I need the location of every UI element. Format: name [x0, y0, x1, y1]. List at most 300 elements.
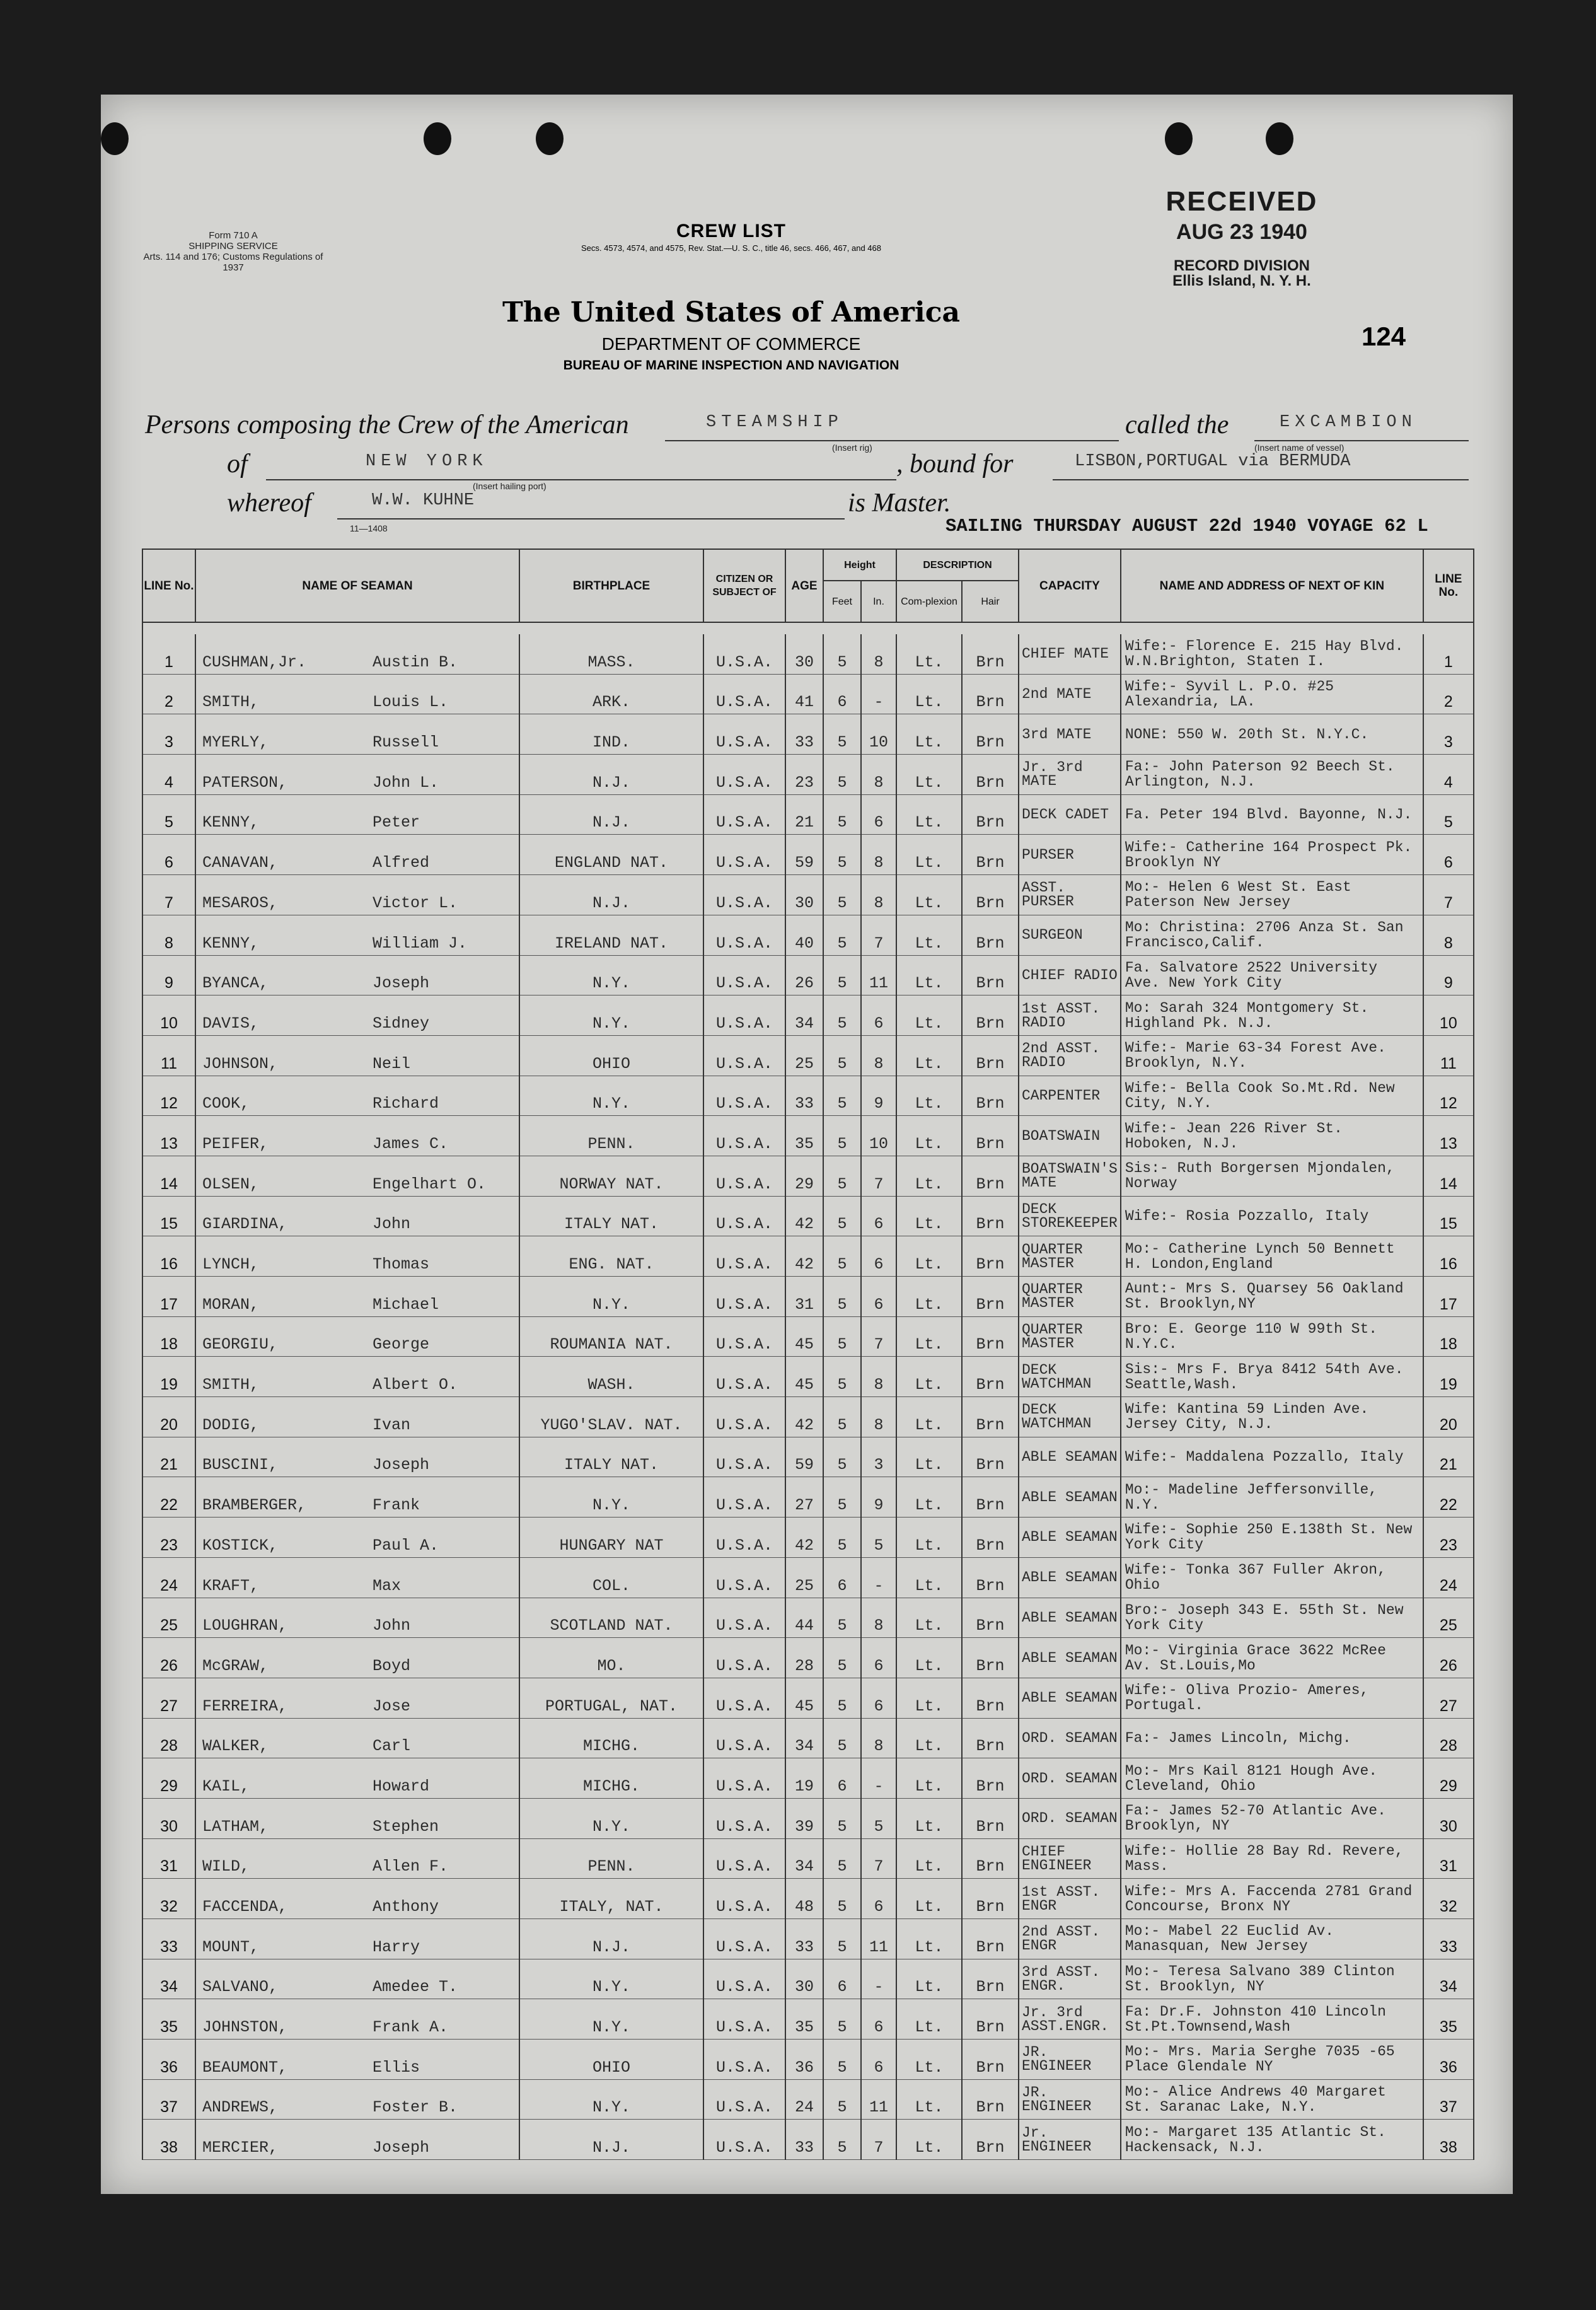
complexion: Lt. [896, 1357, 962, 1397]
given-name: John [373, 1215, 411, 1234]
complexion: Lt. [896, 835, 962, 875]
capacity: ABLE SEAMAN [1019, 1598, 1121, 1638]
capacity: CARPENTER [1019, 1076, 1121, 1116]
crew-table [142, 548, 1474, 2160]
complexion: Lt. [896, 634, 962, 674]
height-feet: 5 [823, 955, 861, 995]
line-no: 17 [142, 1277, 195, 1317]
birthplace: PENN. [519, 1838, 703, 1879]
surname: GIARDINA, [202, 1215, 288, 1234]
seaman-name [195, 1076, 519, 1116]
table-row [142, 1678, 1474, 1718]
line-no-right: 32 [1423, 1879, 1474, 1919]
table-row [142, 1999, 1474, 2040]
citizenship: U.S.A. [703, 1638, 785, 1678]
seaman-name [195, 1718, 519, 1758]
surname: MOUNT, [202, 1937, 260, 1956]
surname: LOUGHRAN, [202, 1616, 288, 1635]
given-name: Joseph [373, 2139, 430, 2157]
seaman-name [195, 1156, 519, 1196]
line-no-right: 22 [1423, 1477, 1474, 1518]
complexion: Lt. [896, 1758, 962, 1799]
height-inches: 6 [861, 1678, 896, 1718]
table-row [142, 794, 1474, 835]
surname: MESAROS, [202, 893, 279, 912]
seaman-name [195, 2040, 519, 2080]
height-inches: 11 [861, 1919, 896, 1959]
surname: LATHAM, [202, 1817, 269, 1836]
next-of-kin: Fa:- James 52-70 Atlantic Ave. Brooklyn, NY [1121, 1798, 1423, 1838]
capacity: CHIEF ENGINEER [1019, 1838, 1121, 1879]
height-inches: 6 [861, 1999, 896, 2040]
hair: Brn [962, 835, 1019, 875]
height-feet: 6 [823, 674, 861, 714]
form-number: Form 710 A [209, 230, 258, 241]
height-inches: - [861, 674, 896, 714]
table-row [142, 1196, 1474, 1236]
complexion: Lt. [896, 1437, 962, 1477]
table-row [142, 714, 1474, 755]
crew-table-wrap [142, 548, 1474, 2160]
birthplace: ENG. NAT. [519, 1236, 703, 1277]
complexion: Lt. [896, 755, 962, 795]
stamp-received: RECEIVED [1165, 186, 1318, 217]
complexion: Lt. [896, 995, 962, 1036]
birthplace: N.J. [519, 794, 703, 835]
line-no: 37 [142, 2079, 195, 2120]
hair: Brn [962, 714, 1019, 755]
given-name: Paul A. [373, 1536, 439, 1555]
age: 48 [785, 1879, 823, 1919]
seaman-name [195, 1518, 519, 1558]
given-name: George [373, 1335, 430, 1354]
height-feet: 5 [823, 1357, 861, 1397]
birthplace: IND. [519, 714, 703, 755]
hair: Brn [962, 1397, 1019, 1437]
line-no: 29 [142, 1758, 195, 1799]
age: 44 [785, 1598, 823, 1638]
hair: Brn [962, 794, 1019, 835]
line-no-right: 28 [1423, 1718, 1474, 1758]
table-row [142, 1959, 1474, 1999]
line-no-right: 11 [1423, 1035, 1474, 1076]
capacity: Jr. 3rd ASST.ENGR. [1019, 1999, 1121, 2040]
height-feet: 5 [823, 1277, 861, 1317]
seaman-name [195, 1236, 519, 1277]
seaman-name [195, 634, 519, 674]
header-capacity: CAPACITY [1019, 549, 1121, 622]
height-feet: 5 [823, 1196, 861, 1236]
seaman-name [195, 1557, 519, 1598]
surname: BEAUMONT, [202, 2058, 288, 2077]
line-no: 33 [142, 1919, 195, 1959]
complexion: Lt. [896, 875, 962, 915]
height-inches: 8 [861, 755, 896, 795]
line-no-right: 5 [1423, 794, 1474, 835]
table-row [142, 1598, 1474, 1638]
seaman-name [195, 875, 519, 915]
hair: Brn [962, 1477, 1019, 1518]
document-title: CREW LIST [676, 221, 786, 241]
line-no-right: 33 [1423, 1919, 1474, 1959]
next-of-kin: Bro:- Joseph 343 E. 55th St. New York City [1121, 1598, 1423, 1638]
hair: Brn [962, 1557, 1019, 1598]
height-feet: 5 [823, 1798, 861, 1838]
height-inches: 6 [861, 1638, 896, 1678]
next-of-kin: Mo:- Helen 6 West St. East Paterson New Jersey [1121, 875, 1423, 915]
citizenship: U.S.A. [703, 955, 785, 995]
seaman-name [195, 1758, 519, 1799]
line-no: 5 [142, 794, 195, 835]
rig-hint: (Insert rig) [832, 443, 872, 453]
age: 45 [785, 1316, 823, 1357]
next-of-kin: Mo:- Madeline Jeffersonville, N.Y. [1121, 1477, 1423, 1518]
surname: DODIG, [202, 1415, 260, 1434]
given-name: Michael [373, 1295, 439, 1314]
complexion: Lt. [896, 1076, 962, 1116]
birthplace: IRELAND NAT. [519, 915, 703, 955]
height-inches: 6 [861, 794, 896, 835]
next-of-kin: Mo: Sarah 324 Montgomery St. Highland Pk. N.J. [1121, 995, 1423, 1036]
seaman-name [195, 1316, 519, 1357]
birthplace: SCOTLAND NAT. [519, 1598, 703, 1638]
given-name: Boyd [373, 1656, 411, 1675]
height-inches: 8 [861, 835, 896, 875]
complexion: Lt. [896, 1798, 962, 1838]
hair: Brn [962, 1277, 1019, 1317]
capacity: ABLE SEAMAN [1019, 1638, 1121, 1678]
next-of-kin: Sis:- Mrs F. Brya 8412 54th Ave. Seattle,Wash. [1121, 1357, 1423, 1397]
table-row [142, 1758, 1474, 1799]
height-feet: 5 [823, 1518, 861, 1558]
age: 59 [785, 835, 823, 875]
height-inches: 7 [861, 2120, 896, 2160]
capacity: ORD. SEAMAN [1019, 1798, 1121, 1838]
height-feet: 6 [823, 1758, 861, 1799]
next-of-kin: Wife:- Rosia Pozzallo, Italy [1121, 1196, 1423, 1236]
complexion: Lt. [896, 1638, 962, 1678]
line-no: 38 [142, 2120, 195, 2160]
header-inches: In. [861, 581, 896, 622]
complexion: Lt. [896, 1156, 962, 1196]
height-inches: 8 [861, 1035, 896, 1076]
age: 34 [785, 1718, 823, 1758]
hair: Brn [962, 1035, 1019, 1076]
height-inches: - [861, 1758, 896, 1799]
line-no: 31 [142, 1838, 195, 1879]
next-of-kin: Wife:- Tonka 367 Fuller Akron, Ohio [1121, 1557, 1423, 1598]
given-name: John L. [373, 773, 439, 792]
form-number-block [139, 230, 328, 273]
table-row [142, 1277, 1474, 1317]
line-no-right: 14 [1423, 1156, 1474, 1196]
height-feet: 5 [823, 1879, 861, 1919]
table-row [142, 1397, 1474, 1437]
complexion: Lt. [896, 2079, 962, 2120]
hair: Brn [962, 1718, 1019, 1758]
height-inches: 6 [861, 1879, 896, 1919]
height-inches: 3 [861, 1437, 896, 1477]
surname: MERCIER, [202, 2139, 279, 2157]
seaman-name [195, 1838, 519, 1879]
header-spacer [142, 622, 1474, 634]
complexion: Lt. [896, 1196, 962, 1236]
table-row [142, 1357, 1474, 1397]
age: 35 [785, 1116, 823, 1156]
punch-hole [1165, 122, 1193, 155]
capacity: 2nd MATE [1019, 674, 1121, 714]
next-of-kin: Wife:- Mrs A. Faccenda 2781 Grand Concourse, Bronx NY [1121, 1879, 1423, 1919]
complexion: Lt. [896, 714, 962, 755]
punch-hole [424, 122, 451, 155]
complexion: Lt. [896, 794, 962, 835]
complexion: Lt. [896, 2120, 962, 2160]
height-feet: 5 [823, 1678, 861, 1718]
birthplace: ITALY NAT. [519, 1437, 703, 1477]
birthplace: ITALY NAT. [519, 1196, 703, 1236]
table-row [142, 1477, 1474, 1518]
height-feet: 5 [823, 1598, 861, 1638]
capacity: Jr. 3rd MATE [1019, 755, 1121, 795]
line-no: 26 [142, 1638, 195, 1678]
surname: FACCENDA, [202, 1898, 288, 1916]
birthplace: N.J. [519, 875, 703, 915]
complexion: Lt. [896, 1999, 962, 2040]
hair: Brn [962, 1838, 1019, 1879]
table-row [142, 1116, 1474, 1156]
hair: Brn [962, 674, 1019, 714]
height-inches: 6 [861, 1236, 896, 1277]
hair: Brn [962, 1236, 1019, 1277]
table-row [142, 1718, 1474, 1758]
hair: Brn [962, 1879, 1019, 1919]
complexion: Lt. [896, 1397, 962, 1437]
height-feet: 5 [823, 714, 861, 755]
next-of-kin: Wife:- Florence E. 215 Hay Blvd. W.N.Brighton, Staten I. [1121, 634, 1423, 674]
birthplace: ARK. [519, 674, 703, 714]
seaman-name [195, 1477, 519, 1518]
age: 25 [785, 1557, 823, 1598]
height-feet: 5 [823, 1397, 861, 1437]
table-row [142, 2079, 1474, 2120]
surname: GEORGIU, [202, 1335, 279, 1354]
capacity: ABLE SEAMAN [1019, 1437, 1121, 1477]
given-name: Joseph [373, 974, 430, 993]
hair: Brn [962, 634, 1019, 674]
vessel-hint: (Insert name of vessel) [1254, 443, 1344, 453]
complexion: Lt. [896, 1879, 962, 1919]
line-no-right: 8 [1423, 915, 1474, 955]
capacity: 3rd MATE [1019, 714, 1121, 755]
complexion: Lt. [896, 915, 962, 955]
seaman-name [195, 1357, 519, 1397]
table-row [142, 1076, 1474, 1116]
citizenship: U.S.A. [703, 2040, 785, 2080]
height-inches: 10 [861, 714, 896, 755]
table-row [142, 1879, 1474, 1919]
line-no-right: 36 [1423, 2040, 1474, 2080]
header-age: AGE [785, 549, 823, 622]
age: 42 [785, 1236, 823, 1277]
age: 33 [785, 2120, 823, 2160]
next-of-kin: Mo:- Mabel 22 Euclid Av. Manasquan, New Jersey [1121, 1919, 1423, 1959]
citizenship: U.S.A. [703, 1718, 785, 1758]
line-no: 7 [142, 875, 195, 915]
table-row [142, 1316, 1474, 1357]
height-feet: 5 [823, 1838, 861, 1879]
citizenship: U.S.A. [703, 915, 785, 955]
table-row [142, 1838, 1474, 1879]
age: 29 [785, 1156, 823, 1196]
age: 30 [785, 1959, 823, 1999]
surname: SMITH, [202, 693, 260, 712]
complexion: Lt. [896, 1316, 962, 1357]
line-no: 27 [142, 1678, 195, 1718]
surname: BUSCINI, [202, 1456, 279, 1475]
capacity: QUARTER MASTER [1019, 1236, 1121, 1277]
line-no: 24 [142, 1557, 195, 1598]
birthplace: NORWAY NAT. [519, 1156, 703, 1196]
seaman-name [195, 1798, 519, 1838]
given-name: Ellis [373, 2058, 420, 2077]
seaman-name [195, 1196, 519, 1236]
height-inches: 9 [861, 1477, 896, 1518]
hair: Brn [962, 915, 1019, 955]
height-inches: 8 [861, 1397, 896, 1437]
citizenship: U.S.A. [703, 1999, 785, 2040]
stamp-place: Ellis Island, N. Y. H. [1172, 272, 1311, 289]
age: 30 [785, 634, 823, 674]
seaman-name [195, 955, 519, 995]
given-name: Allen F. [373, 1857, 449, 1876]
stamp-division: RECORD DIVISION [1173, 257, 1310, 274]
height-inches: 7 [861, 1316, 896, 1357]
page-number: 124 [1362, 322, 1406, 351]
complexion: Lt. [896, 1236, 962, 1277]
line-no: 15 [142, 1196, 195, 1236]
stamp-date: AUG 23 1940 [1176, 220, 1307, 244]
table-row [142, 1638, 1474, 1678]
height-feet: 6 [823, 1959, 861, 1999]
next-of-kin: Wife:- Bella Cook So.Mt.Rd. New City, N.Y. [1121, 1076, 1423, 1116]
citizenship: U.S.A. [703, 1437, 785, 1477]
complexion: Lt. [896, 1277, 962, 1317]
line-no-right: 37 [1423, 2079, 1474, 2120]
header-hair: Hair [962, 581, 1019, 622]
capacity: Jr. ENGINEER [1019, 2120, 1121, 2160]
line-no-right: 23 [1423, 1518, 1474, 1558]
age: 27 [785, 1477, 823, 1518]
line-no-right: 31 [1423, 1838, 1474, 1879]
age: 40 [785, 915, 823, 955]
birthplace: WASH. [519, 1357, 703, 1397]
height-inches: 11 [861, 2079, 896, 2120]
capacity: 3rd ASST. ENGR. [1019, 1959, 1121, 1999]
given-name: Victor L. [373, 893, 458, 912]
given-name: Max [373, 1576, 402, 1595]
destination-underline [1053, 479, 1469, 480]
hair: Brn [962, 1357, 1019, 1397]
age: 45 [785, 1678, 823, 1718]
birthplace: OHIO [519, 1035, 703, 1076]
complexion: Lt. [896, 1557, 962, 1598]
line-no-right: 27 [1423, 1678, 1474, 1718]
given-name: Foster B. [373, 2098, 458, 2117]
given-name: Stephen [373, 1817, 439, 1836]
next-of-kin: Mo:- Mrs. Maria Serghe 7035 -65 Place Glendale NY [1121, 2040, 1423, 2080]
surname: KRAFT, [202, 1576, 260, 1595]
header-complexion: Com-plexion [896, 581, 962, 622]
hair: Brn [962, 1798, 1019, 1838]
age: 19 [785, 1758, 823, 1799]
header-description: DESCRIPTION [896, 549, 1019, 581]
given-name: Richard [373, 1094, 439, 1113]
hair: Brn [962, 1919, 1019, 1959]
citizenship: U.S.A. [703, 674, 785, 714]
complexion: Lt. [896, 1718, 962, 1758]
height-feet: 5 [823, 1316, 861, 1357]
given-name: Neil [373, 1054, 411, 1073]
complexion: Lt. [896, 1116, 962, 1156]
given-name: Engelhart O. [373, 1175, 487, 1193]
rig-underline [665, 440, 1119, 441]
hair: Brn [962, 1156, 1019, 1196]
next-of-kin: Fa. Peter 194 Blvd. Bayonne, N.J. [1121, 794, 1423, 835]
surname: KENNY, [202, 934, 260, 953]
height-feet: 5 [823, 2120, 861, 2160]
height-feet: 5 [823, 915, 861, 955]
height-inches: 8 [861, 1357, 896, 1397]
next-of-kin: Mo:- Catherine Lynch 50 Bennett H. London,England [1121, 1236, 1423, 1277]
birthplace: N.Y. [519, 1798, 703, 1838]
height-feet: 5 [823, 1116, 861, 1156]
capacity: 1st ASST. RADIO [1019, 995, 1121, 1036]
age: 25 [785, 1035, 823, 1076]
given-name: William J. [373, 934, 468, 953]
birthplace: N.Y. [519, 1277, 703, 1317]
next-of-kin: Mo:- Mrs Kail 8121 Hough Ave. Cleveland, Ohio [1121, 1758, 1423, 1799]
surname: BYANCA, [202, 974, 269, 993]
capacity: ORD. SEAMAN [1019, 1758, 1121, 1799]
height-feet: 5 [823, 1156, 861, 1196]
capacity: QUARTER MASTER [1019, 1316, 1121, 1357]
given-name: Russell [373, 733, 439, 752]
punch-hole [536, 122, 564, 155]
surname: KOSTICK, [202, 1536, 279, 1555]
citizenship: U.S.A. [703, 1678, 785, 1718]
height-inches: 6 [861, 1196, 896, 1236]
line-no-right: 20 [1423, 1397, 1474, 1437]
line-no-right: 3 [1423, 714, 1474, 755]
next-of-kin: Wife:- Jean 226 River St. Hoboken, N.J. [1121, 1116, 1423, 1156]
form-arts: Arts. 114 and 176; Customs Regulations of 1937 [143, 252, 323, 273]
header-birthplace: BIRTHPLACE [519, 549, 703, 622]
age: 42 [785, 1518, 823, 1558]
table-row [142, 875, 1474, 915]
line-no-right: 15 [1423, 1196, 1474, 1236]
capacity: PURSER [1019, 835, 1121, 875]
height-inches: 8 [861, 1718, 896, 1758]
height-inches: 10 [861, 1116, 896, 1156]
given-name: James C. [373, 1134, 449, 1153]
table-row [142, 835, 1474, 875]
line-no: 9 [142, 955, 195, 995]
line-no: 14 [142, 1156, 195, 1196]
line-no: 21 [142, 1437, 195, 1477]
next-of-kin: Wife:- Sophie 250 E.138th St. New York City [1121, 1518, 1423, 1558]
height-inches: 7 [861, 1838, 896, 1879]
hair: Brn [962, 1678, 1019, 1718]
